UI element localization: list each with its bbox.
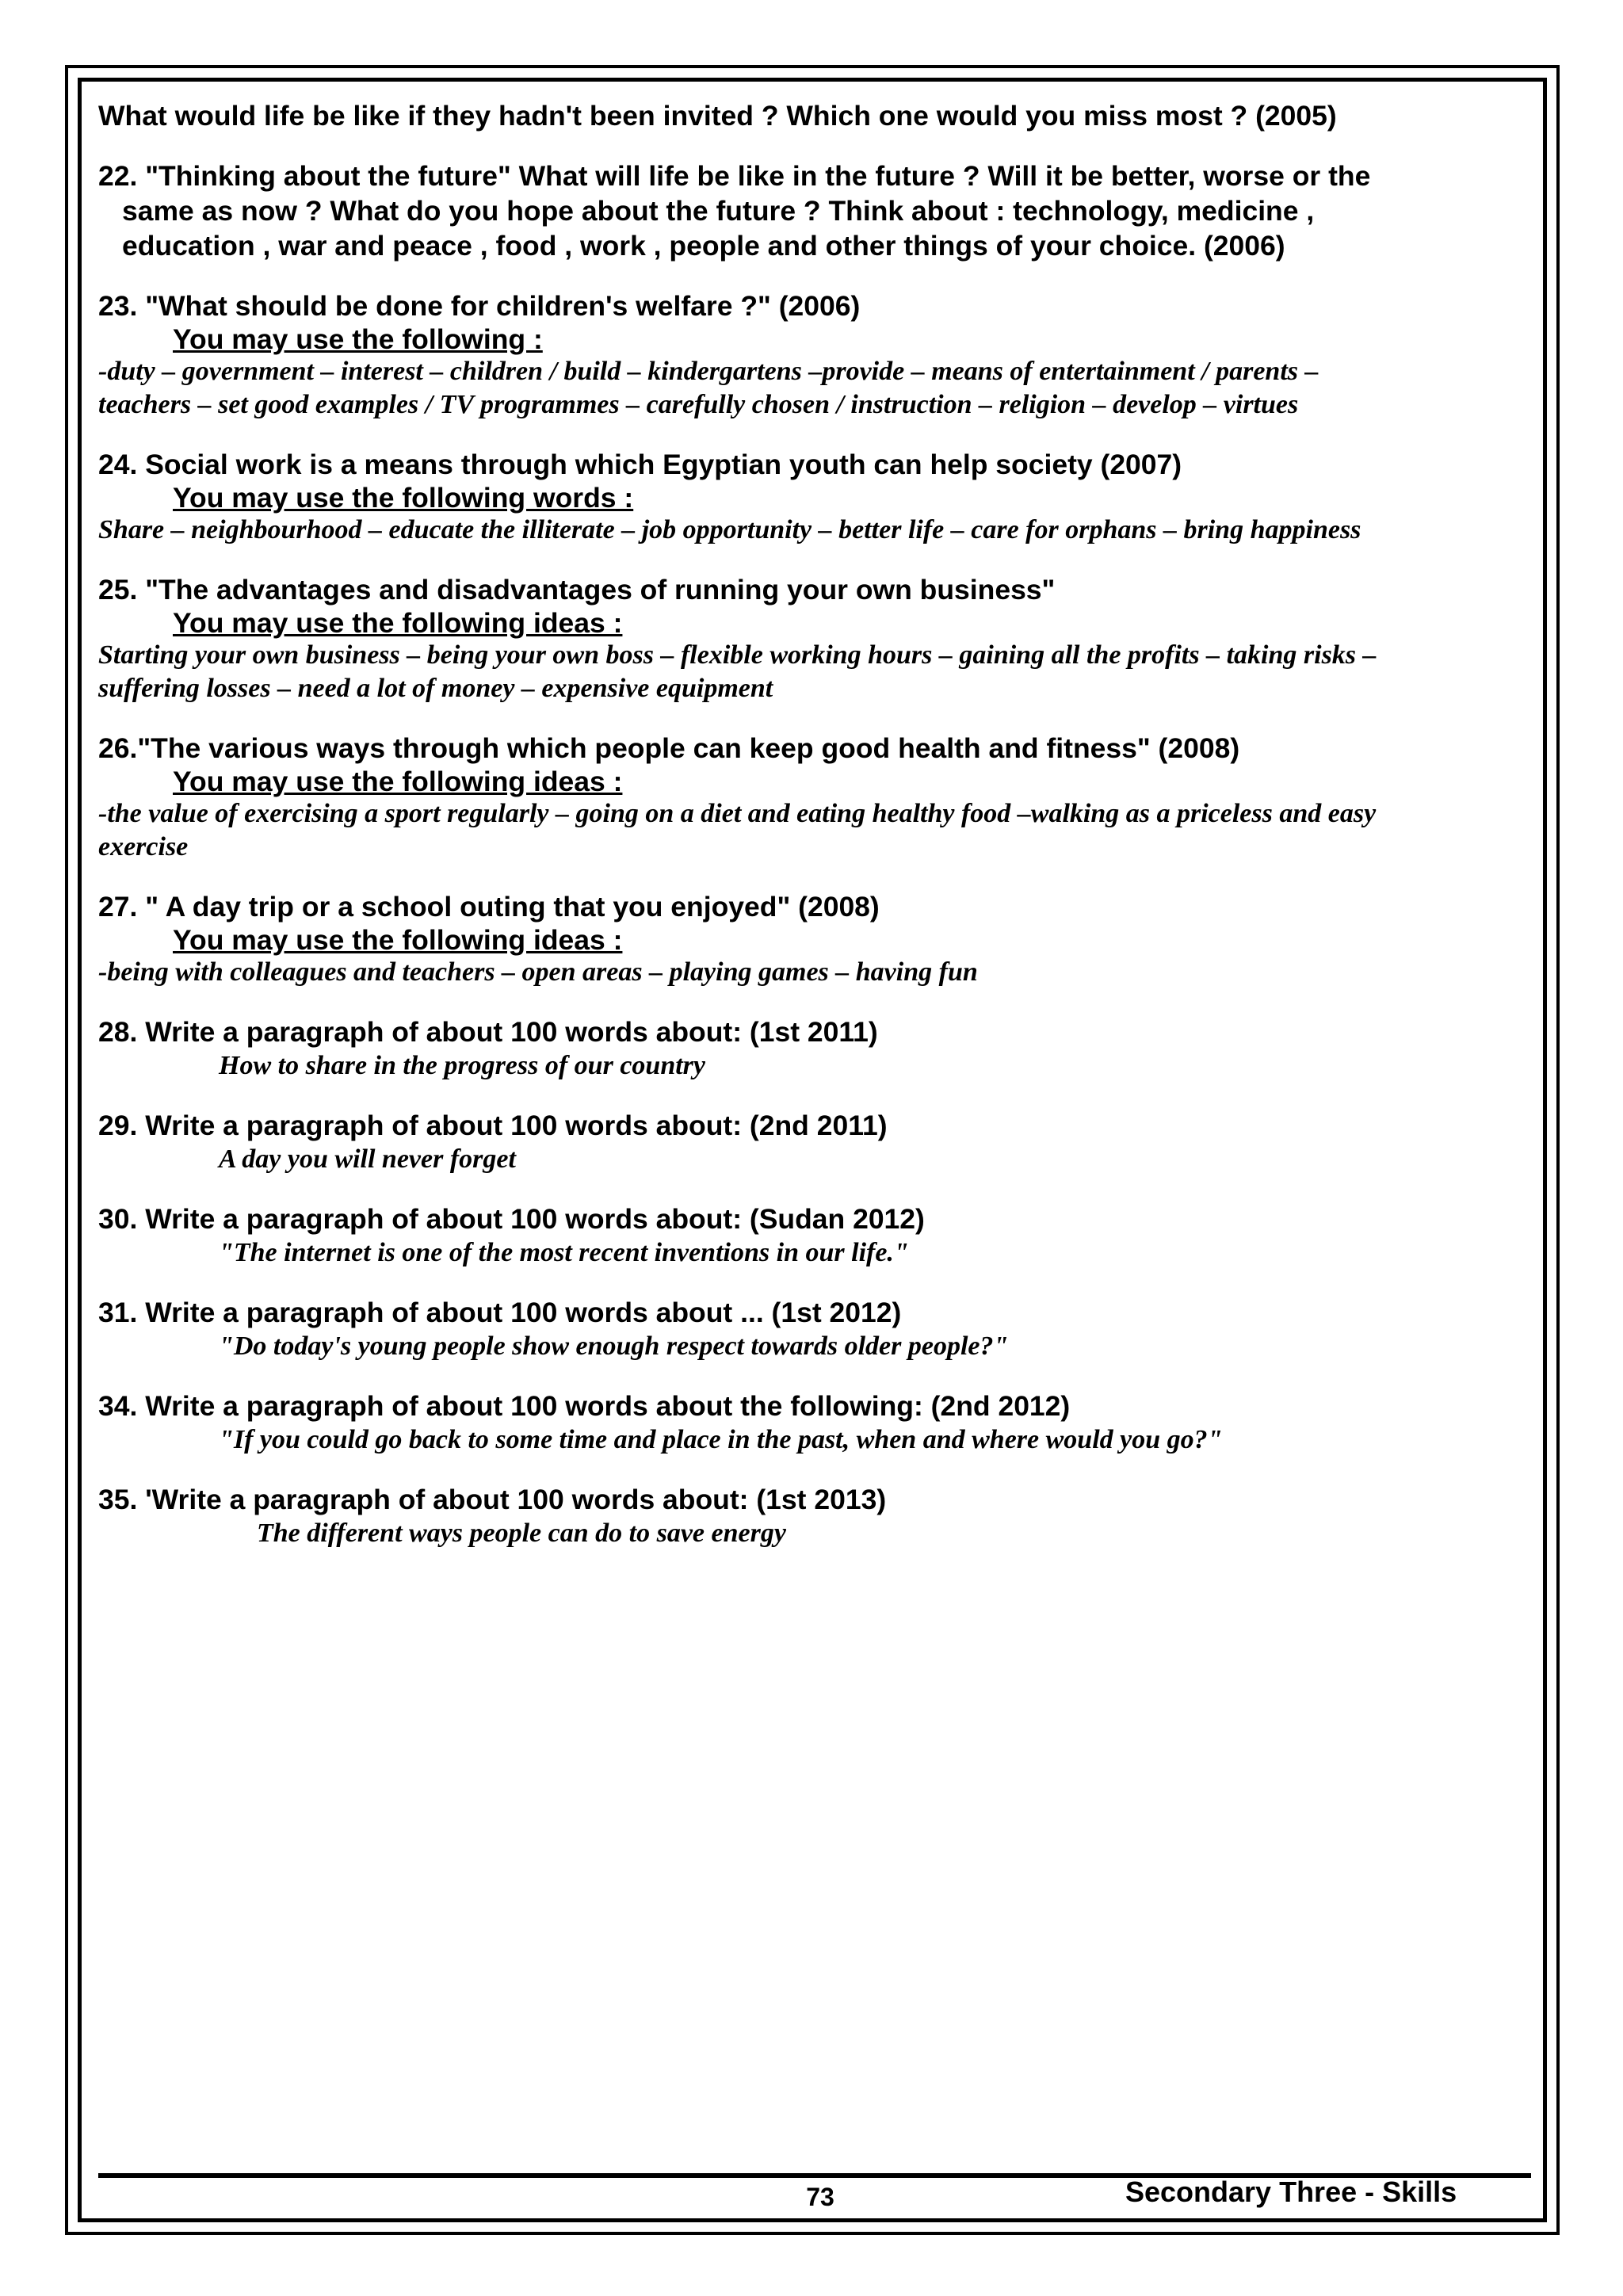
question-list	[98, 98, 1533, 1576]
topic-text: "The internet is one of the most recent inventions in our life."	[219, 1238, 909, 1267]
ideas-text: Share – neighbourhood – educate the illiterate – job opportunity – better life – care for orphans – bring happiness	[98, 515, 1361, 544]
hint-heading: You may use the following :	[173, 323, 543, 355]
ideas-text: exercise	[98, 832, 189, 861]
question-text: 35. 'Write a paragraph of about 100 words about: (1st 2013)	[98, 1484, 887, 1515]
question-block	[98, 1389, 1533, 1457]
question-block	[98, 288, 1533, 422]
ideas-text: -being with colleagues and teachers – open areas – playing games – having fun	[98, 957, 978, 987]
question-text: 31. Write a paragraph of about 100 words about ... (1st 2012)	[98, 1297, 902, 1328]
question-block	[98, 1482, 1533, 1550]
question-text: 29. Write a paragraph of about 100 words about: (2nd 2011)	[98, 1110, 888, 1141]
question-text: 27. " A day trip or a school outing that you enjoyed" (2008)	[98, 891, 880, 923]
question-block	[98, 1201, 1533, 1270]
question-text: 24. Social work is a means through which Egyptian youth can help society (2007)	[98, 449, 1182, 480]
ideas-text: -the value of exercising a sport regularly – going on a diet and eating healthy food –walking as a priceless and easy	[98, 799, 1377, 828]
question-text: 23. "What should be done for children's welfare ?" (2006)	[98, 290, 861, 322]
question-text: 30. Write a paragraph of about 100 words about: (Sudan 2012)	[98, 1203, 925, 1235]
footer-title: Secondary Three - Skills	[1125, 2176, 1457, 2208]
topic-text: How to share in the progress of our country	[219, 1051, 705, 1080]
question-text: 28. Write a paragraph of about 100 words about: (1st 2011)	[98, 1016, 878, 1048]
topic-text: "Do today's young people show enough respect towards older people?"	[219, 1331, 1009, 1361]
question-text: education , war and peace , food , work , people and other things of your choice. (2006)	[122, 230, 1285, 262]
question-block	[98, 1295, 1533, 1363]
page-number: 73	[806, 2183, 834, 2211]
question-block	[98, 1108, 1533, 1176]
question-block	[98, 98, 1533, 133]
ideas-text: teachers – set good examples / TV programmes – carefully chosen / instruction – religion – develop – virtues	[98, 390, 1299, 419]
topic-text: A day you will never forget	[219, 1144, 516, 1174]
question-text: 26."The various ways through which people can keep good health and fitness" (2008)	[98, 732, 1240, 764]
hint-heading: You may use the following words :	[173, 482, 634, 514]
question-text: What would life be like if they hadn't been invited ? Which one would you miss most ? (2005)	[98, 100, 1337, 132]
ideas-text: -duty – government – interest – children / build – kindergartens –provide – means of entertainment / parents –	[98, 357, 1319, 386]
ideas-text: suffering losses – need a lot of money – expensive equipment	[98, 674, 773, 703]
question-block	[98, 572, 1533, 705]
hint-heading: You may use the following ideas :	[173, 766, 623, 797]
hint-heading: You may use the following ideas :	[173, 924, 623, 956]
hint-heading: You may use the following ideas :	[173, 607, 623, 639]
topic-text: The different ways people can do to save energy	[257, 1519, 786, 1548]
ideas-text: Starting your own business – being your own boss – flexible working hours – gaining all the profits – taking risks –	[98, 640, 1377, 670]
question-block	[98, 159, 1533, 263]
question-block	[98, 447, 1533, 547]
question-block	[98, 731, 1533, 864]
question-text: same as now ? What do you hope about the future ? Think about : technology, medicine ,	[122, 195, 1315, 227]
question-block	[98, 1014, 1533, 1083]
question-text: 34. Write a paragraph of about 100 words about the following: (2nd 2012)	[98, 1390, 1071, 1422]
question-text: 22. "Thinking about the future" What will life be like in the future ? Will it be better, worse or the	[98, 160, 1371, 192]
question-text: 25. "The advantages and disadvantages of running your own business"	[98, 574, 1056, 606]
topic-text: "If you could go back to some time and place in the past, when and where would you go?"	[219, 1425, 1223, 1454]
question-block	[98, 889, 1533, 989]
